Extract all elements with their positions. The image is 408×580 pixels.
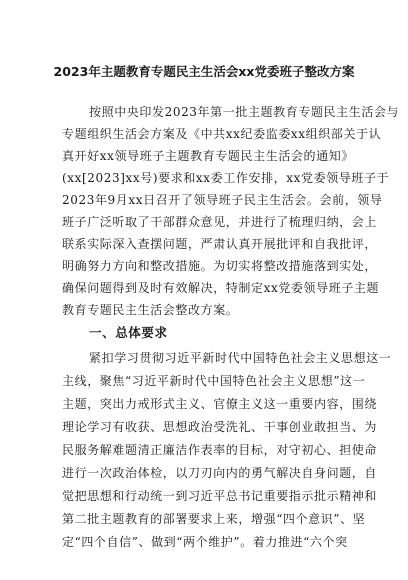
paragraph-line: 明确努力方向和整改措施。为切实将整改措施落到实处，: [62, 259, 378, 273]
paragraph-line: 按照中央印发2023年第一批主题教育专题民主生活会与: [89, 105, 400, 119]
paragraph-line: 主题，突出力戒形式主义、官僚主义这一重要内容，围绕: [62, 397, 378, 411]
paragraph-line: 进行一次政治体检，以刀刃向内的勇气解决自身问题，自: [62, 466, 378, 480]
paragraph-line: 专题组织生活会方案及《中共xx纪委监委xx组织部关于认: [62, 127, 382, 141]
paragraph-line: 理论学习有收获、思想政治受洗礼、干事创业敢担当、为: [62, 420, 378, 434]
paragraph-line: 2023年9月xx日召开了领导班子民主生活会。会前，领导: [62, 193, 383, 207]
paragraph-line: 教育专题民主生活会整改方案。: [62, 303, 239, 317]
paragraph-line: 第二批主题教育的部署要求上来，增强“四个意识”、坚: [62, 512, 366, 526]
paragraph-line: 民服务解难题清正廉洁作表率的目标，对守初心、担使命: [62, 443, 378, 457]
paragraph-line: 真开好xx领导班子主题教育专题民主生活会的通知》: [62, 149, 354, 163]
paragraph-line: 主线，聚焦“习近平新时代中国特色社会主义思想”这一: [62, 374, 366, 388]
paragraph-line: 定“四个自信”、做到“两个维护”。着力推进“六个突: [62, 535, 348, 549]
paragraph-line: 确保问题得到及时有效解决，特制定xx党委领导班子主题: [62, 281, 380, 295]
section-heading: 一、总体要求: [89, 325, 168, 340]
paragraph-line: 联系实际深入查摆问题，严肃认真开展批评和自我批评，: [62, 237, 378, 251]
paragraph-line: 觉把思想和行动统一到习近平总书记重要指示批示精神和: [62, 489, 378, 503]
paragraph-line: 紧扣学习贯彻习近平新时代中国特色社会主义思想这一: [89, 351, 392, 365]
paragraph-line: 班子广泛听取了干部群众意见，并进行了梳理归纳，会上: [62, 215, 378, 229]
document-title: 2023年主题教育专题民主生活会xx党委班子整改方案: [53, 64, 355, 79]
paragraph-line: (xx[2023]xx号)要求和xx委工作安排，xx党委领导班子于: [62, 171, 390, 185]
